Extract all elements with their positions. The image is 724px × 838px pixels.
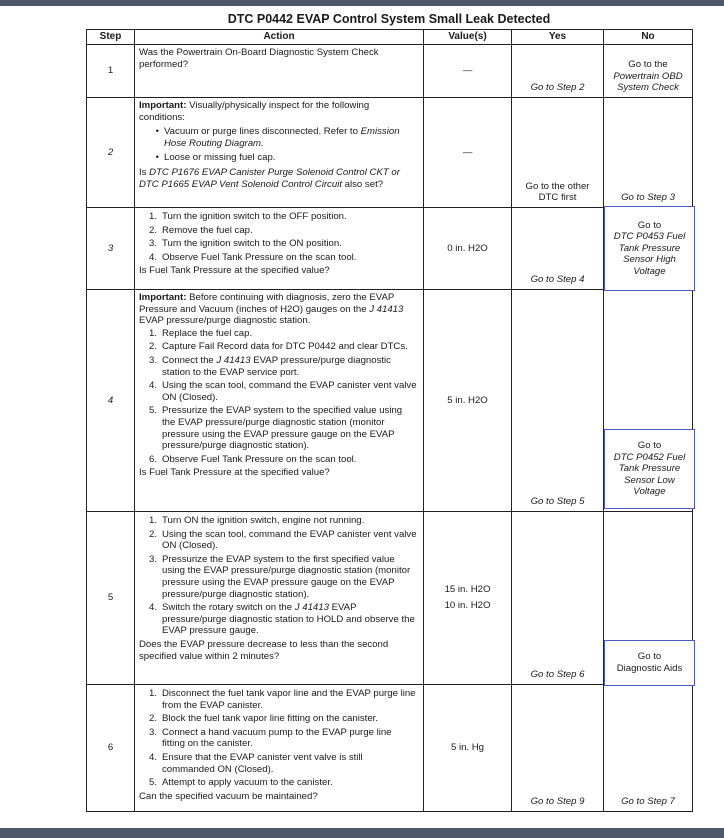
list-item: 2. Remove the fuel cap. (148, 224, 253, 236)
no-cell (604, 685, 693, 812)
list-item: 4. Observe Fuel Tank Pressure on the scan tool. (148, 251, 357, 263)
table-row (87, 290, 693, 512)
no-cell (604, 208, 693, 290)
list-item: 2. Capture Fail Record data for DTC P0442 and clear DTCs. (148, 341, 408, 353)
yes-link[interactable]: Go to Step 6 (530, 669, 585, 681)
action-question: Does the EVAP pressure decrease to less than the second specified value within 2 minutes? (139, 638, 389, 662)
numbered-list (139, 328, 417, 466)
viewer-bottom-bar (0, 828, 724, 838)
bullet-icon: • (155, 126, 159, 138)
diagnostic-table (86, 29, 693, 812)
no-link-target: Diagnostic Aids (616, 663, 683, 674)
no-link-prefix: Go to (637, 440, 662, 452)
list-item: 1. Turn the ignition switch to the OFF position. (148, 211, 347, 222)
no-link[interactable]: Go to Step 7 (621, 796, 675, 808)
no-cell (604, 512, 693, 685)
step-number: 1 (87, 45, 135, 98)
no-link-target: DTC P0453 Fuel Tank Pressure Sensor High Voltage (613, 231, 686, 277)
important-note: Important: Before continuing with diagnosis, zero the EVAP Pressure and Vacuum (inches of H2O) gauges on the J 41413 EVAP pressure/purge diagnostic station. (139, 292, 404, 327)
numbered-list (139, 515, 417, 637)
no-cell (604, 98, 693, 208)
highlighted-no-link[interactable] (604, 206, 695, 291)
yes-cell (512, 512, 604, 685)
no-link-prefix: Go to (637, 219, 662, 231)
list-item: 5. Pressurize the EVAP system to the specified value using the EVAP pressure/purge diagnostic station (monitor pressure using the EVAP pressure gauge on the EVAP pressure/purge diagnostic station). (148, 405, 403, 452)
no-link-target: DTC P0452 Fuel Tank Pressure Sensor Low Voltage (613, 451, 686, 498)
no-link[interactable] (604, 59, 692, 97)
yes-link[interactable]: Go to Step 5 (530, 496, 585, 508)
numbered-list (139, 688, 417, 789)
action-cell (135, 98, 424, 208)
step-number: 3 (87, 208, 135, 290)
value-cell: — (424, 45, 512, 98)
value-cell: 5 in. H2O (424, 290, 512, 512)
yes-cell (512, 45, 604, 98)
header-yes: Yes (512, 30, 604, 45)
value-cell: 5 in. Hg (424, 685, 512, 812)
yes-link[interactable]: Go to Step 4 (530, 274, 585, 286)
numbered-list (139, 211, 417, 263)
bullet-text: Loose or missing fuel cap. (164, 152, 276, 164)
bullet-reference[interactable]: Emission Hose Routing Diagram. (164, 126, 400, 149)
action-question: Is Fuel Tank Pressure at the specified value? (139, 265, 330, 277)
table-row (87, 98, 693, 208)
action-cell (135, 208, 424, 290)
action-cell (135, 512, 424, 685)
list-item: 5. Attempt to apply vacuum to the canister. (148, 777, 333, 789)
table-row (87, 208, 693, 290)
list-item: 6. Observe Fuel Tank Pressure on the scan tool. (148, 453, 357, 465)
value-cell: — (424, 98, 512, 208)
value-cell (424, 512, 512, 685)
table-row (87, 685, 693, 812)
no-link-prefix: Go to (637, 651, 662, 663)
yes-link[interactable]: Go to Step 9 (530, 796, 585, 808)
list-item: 4. Ensure that the EVAP canister vent valve is still commanded ON (Closed). (148, 751, 363, 775)
list-item: 1. Turn ON the ignition switch, engine not running. (148, 515, 365, 526)
no-link[interactable]: Go to Step 3 (621, 192, 675, 204)
table-header-row (87, 30, 693, 45)
important-text: Visually/physically inspect for the following conditions: (139, 100, 370, 123)
yes-cell (512, 98, 604, 208)
list-item (139, 152, 417, 164)
value-cell: 0 in. H2O (424, 208, 512, 290)
value-second: 10 in. H2O (444, 600, 491, 611)
no-link-prefix: Go to the (628, 59, 668, 71)
action-question: Is Fuel Tank Pressure at the specified value? (139, 467, 330, 479)
action-cell (135, 685, 424, 812)
action-question: Is DTC P1676 EVAP Canister Purge Solenoid Control CKT or DTC P1665 EVAP Vent Solenoid Control Circuit also set? (139, 166, 400, 190)
action-question: Was the Powertrain On-Board Diagnostic System Check performed? (139, 47, 379, 70)
list-item: 3. Connect a hand vacuum pump to the EVAP purge line fitting on the canister. (148, 726, 392, 750)
document-page (0, 6, 724, 828)
yes-cell (512, 208, 604, 290)
header-no: No (604, 30, 693, 45)
yes-link[interactable]: Go to the other DTC first (525, 180, 590, 204)
action-cell (135, 290, 424, 512)
table-row (87, 512, 693, 685)
list-item: 3. Pressurize the EVAP system to the first specified value using the EVAP pressure/purge diagnostic station (monitor pressure using the EVAP pressure gauge on the EVAP pressure/purge diagnostic station). (148, 553, 411, 600)
list-item: 3. Turn the ignition switch to the ON position. (148, 238, 342, 250)
step-number: 4 (87, 290, 135, 512)
yes-cell (512, 685, 604, 812)
yes-cell (512, 290, 604, 512)
bullet-icon: • (155, 152, 159, 164)
action-cell (135, 45, 424, 98)
page-title: DTC P0442 EVAP Control System Small Leak Detected (227, 12, 551, 26)
value-first: 15 in. H2O (444, 584, 491, 596)
highlighted-no-link[interactable] (604, 429, 695, 509)
bullet-text: Vacuum or purge lines disconnected. Refer to (164, 126, 361, 138)
step-number: 6 (87, 685, 135, 812)
important-note (139, 100, 417, 123)
no-link-target: Powertrain OBD System Check (613, 70, 683, 94)
highlighted-no-link[interactable] (604, 640, 695, 686)
list-item: 2. Block the fuel tank vapor line fitting on the canister. (148, 713, 378, 725)
step-number: 2 (87, 98, 135, 208)
yes-link[interactable]: Go to Step 2 (530, 82, 585, 94)
action-question: Can the specified vacuum be maintained? (139, 790, 318, 802)
list-item: 2. Using the scan tool, command the EVAP canister vent valve ON (Closed). (148, 528, 417, 552)
header-values: Value(s) (424, 30, 512, 45)
list-item: 1. Disconnect the fuel tank vapor line and the EVAP purge line from the EVAP canister. (148, 688, 416, 711)
step-number: 5 (87, 512, 135, 685)
no-cell (604, 45, 693, 98)
list-item (139, 126, 417, 149)
list-item: 3. Connect the J 41413 EVAP pressure/purge diagnostic station to the EVAP service port. (148, 354, 391, 378)
list-item: 4. Using the scan tool, command the EVAP canister vent valve ON (Closed). (148, 380, 417, 403)
list-item: 1. Replace the fuel cap. (148, 327, 253, 339)
important-label: Important: (139, 100, 187, 111)
no-cell (604, 290, 693, 512)
header-action: Action (135, 30, 424, 45)
list-item: 4. Switch the rotary switch on the J 41413 EVAP pressure/purge diagnostic station to HOLD and observe the EVAP pressure gauge. (148, 602, 415, 637)
header-step: Step (87, 30, 135, 45)
table-row (87, 45, 693, 98)
